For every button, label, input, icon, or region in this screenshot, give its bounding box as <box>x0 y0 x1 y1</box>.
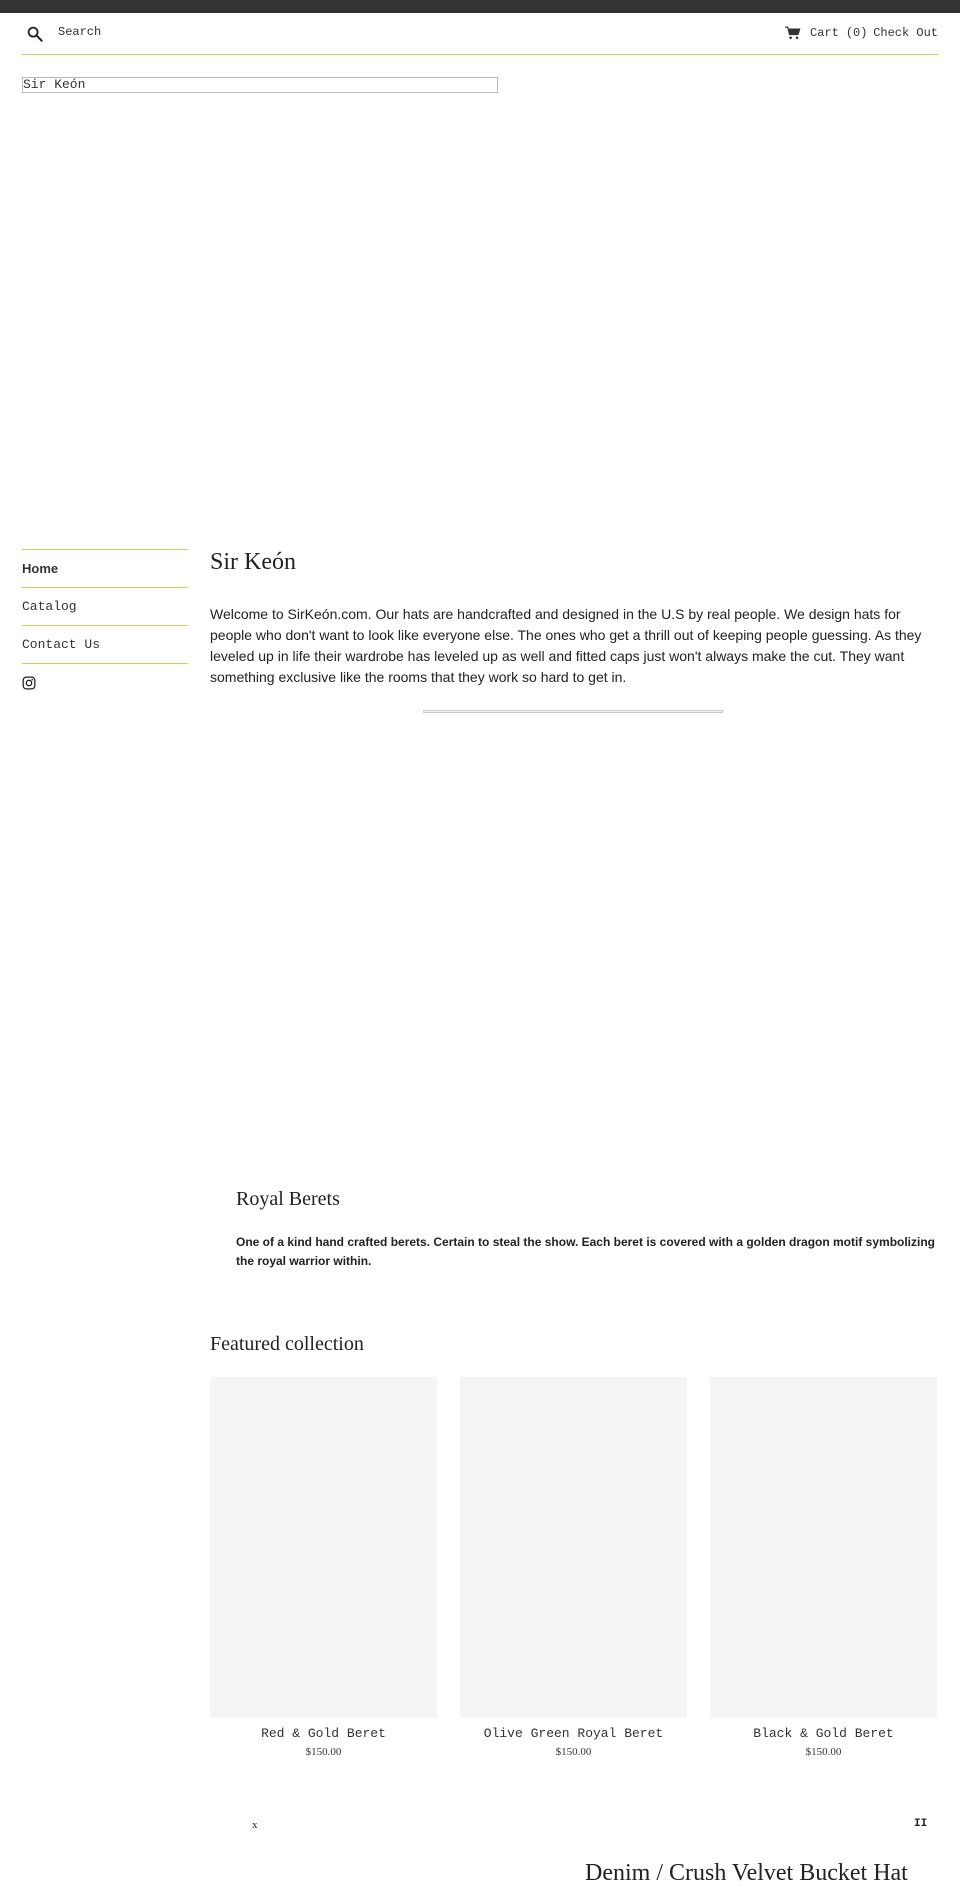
cart-link[interactable] <box>785 26 867 40</box>
berets-title: Royal Berets <box>236 1188 340 1210</box>
product-price: $150.00 <box>555 1746 592 1758</box>
product-card-black-gold-beret[interactable] <box>710 1377 937 1758</box>
product-image[interactable] <box>210 1377 437 1718</box>
checkout-link[interactable]: Check Out <box>873 26 938 40</box>
product-name[interactable]: Red & Gold Beret <box>261 1726 386 1741</box>
cart-icon <box>785 26 801 40</box>
product-card-olive-green-royal-beret[interactable] <box>460 1377 687 1758</box>
instagram-icon[interactable] <box>22 676 36 690</box>
image-placeholder-bar <box>423 710 723 713</box>
slideshow-pause-button[interactable]: II <box>914 1818 928 1830</box>
slideshow-prev-button[interactable]: x <box>252 1819 258 1831</box>
sidebar-item-home[interactable]: Home <box>22 549 188 587</box>
berets-description: One of a kind hand crafted berets. Certain to steal the show. Each beret is covered with a golden dragon motif symbolizing the royal warrior within. <box>236 1235 936 1268</box>
site-logo[interactable]: Sir Keón <box>22 77 498 93</box>
search-input[interactable] <box>58 22 338 42</box>
product-image[interactable] <box>460 1377 687 1718</box>
product-price: $150.00 <box>805 1746 842 1758</box>
cart-count: (0) <box>845 26 868 40</box>
sidebar-item-contact-us[interactable]: Contact Us <box>22 625 188 664</box>
product-name[interactable]: Olive Green Royal Beret <box>483 1726 664 1741</box>
product-price: $150.00 <box>305 1746 342 1758</box>
welcome-text: Welcome to SirKeón.com. Our hats are handcrafted and designed in the U.S by real people. We design hats for people who don't want to look like everyone else. The ones who get a thrill out of keeping people guessing. As they leveled up in life their wardrobe has leveled up as well and fitted caps just won't always make the cut. They want something exclusive like the rooms that they work so hard to get in. <box>210 606 922 685</box>
sidebar-nav <box>22 549 188 664</box>
sidebar-item-catalog[interactable]: Catalog <box>22 587 188 625</box>
cart-label: Cart <box>810 26 839 40</box>
search-icon[interactable] <box>26 25 44 43</box>
product-name[interactable]: Black & Gold Beret <box>753 1726 894 1741</box>
featured-collection-title: Featured collection <box>210 1333 364 1355</box>
page-title: Sir Keón <box>210 549 296 575</box>
product-image[interactable] <box>710 1377 937 1718</box>
site-header <box>22 14 938 55</box>
top-bar <box>0 0 960 13</box>
product-card-red-gold-beret[interactable] <box>210 1377 437 1758</box>
slide-heading: Denim / Crush Velvet Bucket Hat <box>585 1860 908 1886</box>
